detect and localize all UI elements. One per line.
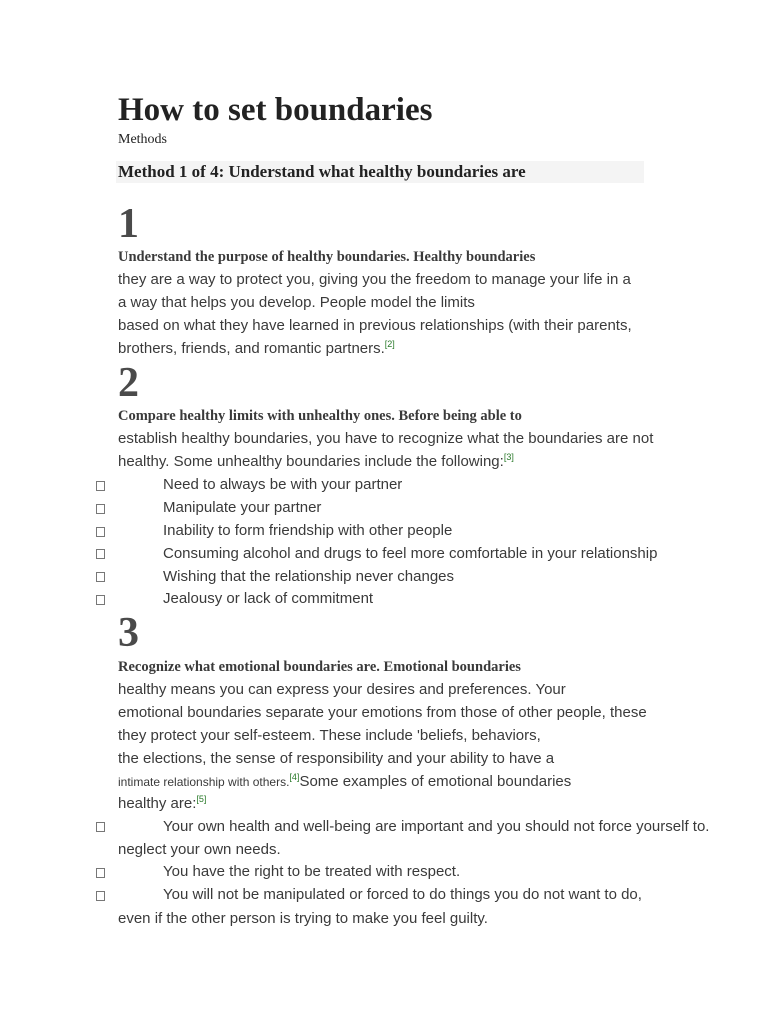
bullet-marker [96, 868, 105, 878]
bullet-marker [96, 822, 105, 832]
list-item: Inability to form friendship with other people [163, 522, 453, 539]
step-lead: Compare healthy limits with unhealthy ones. Before being able to [118, 408, 522, 424]
list-item-continuation: even if the other person is trying to make you feel guilty. [118, 910, 488, 927]
step-text: healthy. Some unhealthy boundaries include the following: [118, 453, 504, 470]
article-title: How to set boundaries [118, 92, 433, 128]
step-text-line [118, 339, 395, 359]
bullet-marker [96, 481, 105, 491]
list-item: You have the right to be treated with respect. [163, 863, 461, 880]
bullet-marker [96, 572, 105, 582]
list-item: Wishing that the relationship never changes [163, 568, 455, 585]
step-text-line: they are a way to protect you, giving you the freedom to manage your life in a [118, 271, 631, 288]
step-text: healthy are: [118, 795, 197, 812]
step-number: 2 [118, 360, 139, 406]
step-text-line [118, 452, 514, 472]
citation-link[interactable]: [2] [384, 339, 395, 349]
citation-link[interactable]: [5] [196, 794, 207, 804]
bullet-marker [96, 527, 105, 537]
step-text-line: they protect your self-esteem. These include 'beliefs, behaviors, [118, 727, 541, 744]
bullet-marker [96, 549, 105, 559]
list-item-continuation: neglect your own needs. [118, 841, 281, 858]
bullet-marker [96, 504, 105, 514]
step-text-line [118, 772, 571, 792]
step-text-line: emotional boundaries separate your emotions from those of other people, these [118, 704, 647, 721]
methods-label: Methods [118, 132, 167, 147]
step-number: 3 [118, 610, 139, 656]
citation-link[interactable]: [4] [289, 772, 300, 782]
step-text-line: establish healthy boundaries, you have to recognize what the boundaries are not [118, 430, 654, 447]
step-lead: Recognize what emotional boundaries are. Emotional boundaries [118, 659, 521, 675]
step-text-line: the elections, the sense of responsibility and your ability to have a [118, 750, 555, 767]
list-item: You will not be manipulated or forced to do things you do not want to do, [163, 886, 642, 903]
step-text-small: intimate relationship with others. [118, 775, 290, 789]
step-number: 1 [118, 201, 139, 247]
citation-link[interactable]: [3] [503, 452, 514, 462]
step-text-line: a way that helps you develop. People model the limits [118, 294, 475, 311]
list-item: Manipulate your partner [163, 499, 322, 516]
bullet-marker [96, 595, 105, 605]
step-text-line [118, 794, 206, 814]
step-text: brothers, friends, and romantic partners. [118, 340, 385, 357]
step-lead: Understand the purpose of healthy boundaries. Healthy boundaries [118, 249, 536, 265]
step-text: Some examples of emotional boundaries [299, 773, 572, 790]
step-text-line: based on what they have learned in previous relationships (with their parents, [118, 317, 632, 334]
list-item: Consuming alcohol and drugs to feel more comfortable in your relationship [163, 545, 658, 562]
bullet-marker [96, 891, 105, 901]
method-title: Method 1 of 4: Understand what healthy boundaries are [118, 162, 526, 181]
step-text-line: healthy means you can express your desires and preferences. Your [118, 681, 566, 698]
list-item: Need to always be with your partner [163, 476, 403, 493]
list-item: Jealousy or lack of commitment [163, 590, 374, 607]
list-item: Your own health and well-being are important and you should not force yourself to. [163, 818, 710, 835]
